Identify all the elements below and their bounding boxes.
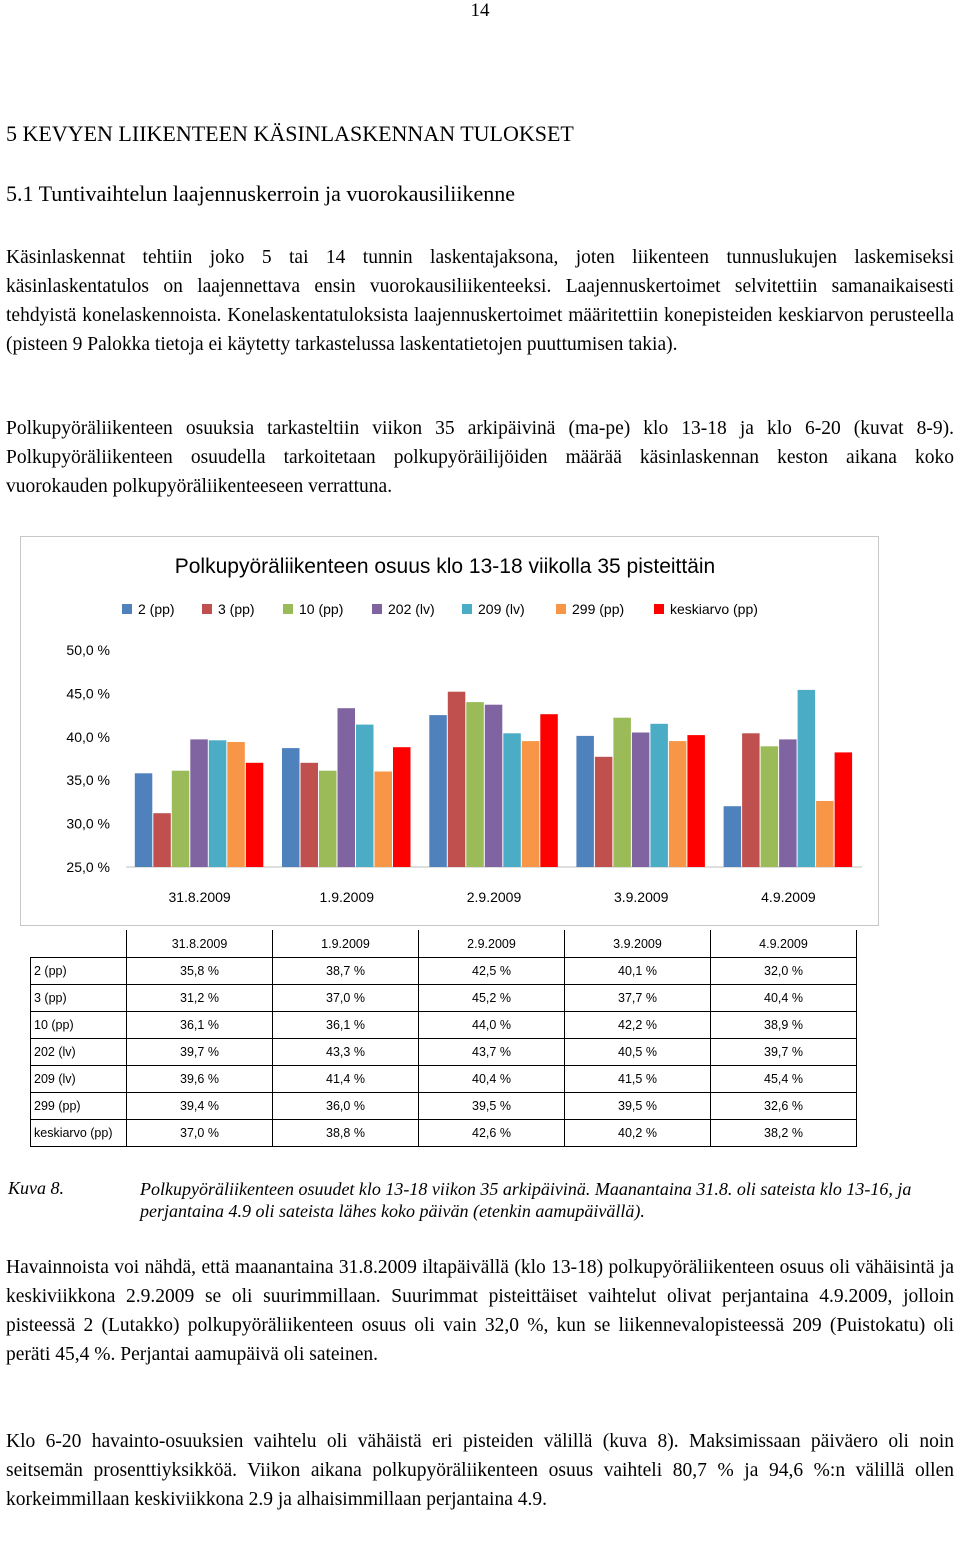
table-cell: 42,5 %: [419, 958, 565, 985]
paragraph-daily-variation: Klo 6-20 havainto-osuuksien vaihtelu oli vähäistä eri pisteiden välillä (kuva 8). Maksimissaan päiväero oli noin seitsemän prosenttiyksikköä. Viikon aikana polkupyöräliikenteen osuus vaihteli 80,7 % ja 94,6 %:n välillä ollen korkeimmillaan keskiviikkona 2.9 ja alhaisimmillaan perjantaina 4.9.: [6, 1431, 954, 1510]
table-cell: 44,0 %: [419, 1012, 565, 1039]
bar: [595, 757, 613, 867]
bar: [632, 733, 650, 868]
legend-swatch: [372, 604, 382, 614]
table-cell: 32,0 %: [711, 958, 857, 985]
bar: [613, 718, 631, 867]
bar-chart: [0, 520, 960, 920]
legend-label: 209 (lv): [478, 601, 525, 617]
paragraph-observations: Havainnoista voi nähdä, että maanantaina 31.8.2009 iltapäivällä (klo 13-18) polkupyöräliikenteen osuus oli vähäisintä ja keskiviikkona 2.9.2009 se oli suurimmillaan. Suurimmat pisteittäiset vaihtelut olivat perjantaina 4.9.2009, jolloin pisteessä 2 (Lutakko) polkupyöräliikenteen osuus oli vain 32,0 %, kun se liikennevalopisteessä 209 (Puistokatu) oli peräti 45,4 %. Perjantai aamupäivä oli sateinen.: [6, 1257, 954, 1365]
table-row: [31, 985, 857, 1012]
paragraph-bicycle-share: Polkupyöräliikenteen osuuksia tarkasteltiin viikon 35 arkipäivinä (ma-pe) klo 13-18 ja klo 6-20 (kuvat 8-9). Polkupyöräliikenteen osuudella tarkoitetaan polkupyöräilijöiden määrää käsinlaskennan keston aikana koko vuorokauden polkupyöräliikenteeseen verrattuna.: [6, 418, 954, 497]
table-row: [31, 958, 857, 985]
bar: [209, 740, 227, 867]
bar: [761, 746, 779, 867]
table-cell: 40,4 %: [711, 985, 857, 1012]
bar: [356, 725, 374, 867]
table-cell: 40,2 %: [565, 1120, 711, 1147]
bar: [724, 806, 742, 867]
figure-caption-text: Polkupyöräliikenteen osuudet klo 13-18 viikon 35 arkipäivinä. Maanantaina 31.8. oli sateista klo 13-16, ja perjantaina 4.9 oli sateista lähes koko päivän (etenkin aamupäivällä).: [140, 1179, 912, 1221]
legend-swatch: [654, 604, 664, 614]
table-cell: 40,1 %: [565, 958, 711, 985]
bar: [816, 801, 834, 867]
bar: [319, 771, 337, 867]
x-category-label: 1.9.2009: [319, 889, 375, 905]
x-category-label: 3.9.2009: [613, 889, 669, 905]
y-tick-label: 25,0 %: [66, 859, 110, 875]
legend-swatch: [462, 604, 472, 614]
x-category-label: 4.9.2009: [761, 889, 816, 905]
table-cell: 41,5 %: [565, 1066, 711, 1093]
table-cell: 35,8 %: [127, 958, 273, 985]
table-cell: 42,6 %: [419, 1120, 565, 1147]
bar: [172, 771, 190, 867]
y-tick-label: 30,0 %: [66, 815, 110, 832]
table-row-label: 10 (pp): [31, 1012, 127, 1039]
bar: [393, 747, 411, 867]
legend-label: keskiarvo (pp): [670, 601, 758, 617]
table-col-header: 31.8.2009: [127, 930, 273, 958]
bar: [338, 708, 356, 867]
chart-data-table: [30, 930, 857, 1147]
table-cell: 38,2 %: [711, 1120, 857, 1147]
table-row: [31, 1066, 857, 1093]
bar: [576, 736, 594, 867]
table-cell: 38,7 %: [273, 958, 419, 985]
table-header-row: [31, 930, 857, 958]
figure-caption-label: Kuva 8.: [8, 1178, 64, 1198]
table-col-header: 1.9.2009: [273, 930, 419, 958]
bar: [798, 690, 816, 867]
legend-label: 299 (pp): [572, 601, 625, 617]
y-tick-label: 40,0 %: [66, 728, 110, 745]
chart-title: Polkupyöräliikenteen osuus klo 13-18 viikolla 35 pisteittäin: [174, 555, 716, 578]
bar: [540, 714, 558, 867]
paragraph-expansion-factor: Käsinlaskennat tehtiin joko 5 tai 14 tunnin laskentajaksona, joten liikenteen tunnuslukujen laskemiseksi käsinlaskentatulos on laajennettava ensin vuorokausiliikenteeksi. Laajennuskertoimet selvitettiin samanaikaisesti tehdyistä konelaskennoista. Konelaskentatuloksista laajennuskertoimet määritettiin konepisteiden keskiarvon perusteella (pisteen 9 Palokka tietoja ei käytetty tarkastelussa laskentatietojen puuttumisen takia).: [6, 247, 954, 355]
bar: [246, 763, 263, 867]
legend-swatch: [202, 604, 212, 614]
chapter-heading: 5 KEVYEN LIIKENTEEN KÄSINLASKENNAN TULOKSET: [6, 121, 574, 146]
table-row: [31, 1093, 857, 1120]
bar: [282, 748, 300, 867]
table-row-label: 3 (pp): [31, 985, 127, 1012]
table-cell: 40,5 %: [565, 1039, 711, 1066]
legend-label: 2 (pp): [138, 601, 175, 617]
bar: [448, 692, 466, 867]
table-cell: 36,1 %: [273, 1012, 419, 1039]
table-cell: 39,7 %: [127, 1039, 273, 1066]
bar: [779, 739, 797, 867]
table-cell: 37,0 %: [273, 985, 419, 1012]
table-cell: 37,0 %: [127, 1120, 273, 1147]
bar: [227, 742, 245, 867]
section-heading: 5.1 Tuntivaihtelun laajennuskerroin ja vuorokausiliikenne: [6, 181, 515, 206]
legend-label: 10 (pp): [299, 601, 344, 617]
table-cell: 36,0 %: [273, 1093, 419, 1120]
bar: [522, 741, 540, 867]
bar: [687, 735, 705, 867]
table-col-header: 2.9.2009: [419, 930, 565, 958]
table-cell: 38,8 %: [273, 1120, 419, 1147]
table-col-header: 4.9.2009: [711, 930, 857, 958]
table-cell: 39,5 %: [565, 1093, 711, 1120]
table-cell: 31,2 %: [127, 985, 273, 1012]
table-cell: 43,3 %: [273, 1039, 419, 1066]
table-row-label: 2 (pp): [31, 958, 127, 985]
x-category-label: 31.8.2009: [168, 889, 231, 905]
bar: [669, 741, 687, 867]
bar: [742, 733, 760, 867]
table-cell: 45,2 %: [419, 985, 565, 1012]
table-cell: 39,6 %: [127, 1066, 273, 1093]
table-row: [31, 1039, 857, 1066]
legend-swatch: [122, 604, 132, 614]
bar: [301, 763, 319, 867]
table-row: [31, 1120, 857, 1147]
legend-swatch: [283, 604, 293, 614]
table-row-label: 209 (lv): [31, 1066, 127, 1093]
table-cell: 38,9 %: [711, 1012, 857, 1039]
bar: [429, 715, 447, 867]
table-row-label: 299 (pp): [31, 1093, 127, 1120]
table-row: [31, 1012, 857, 1039]
table-row-label: 202 (lv): [31, 1039, 127, 1066]
page-number: 14: [470, 0, 490, 21]
bar: [153, 813, 171, 867]
table-cell: 32,6 %: [711, 1093, 857, 1120]
table-corner: [31, 930, 127, 958]
bar: [835, 752, 853, 867]
table-cell: 39,7 %: [711, 1039, 857, 1066]
x-category-label: 2.9.2009: [466, 889, 522, 905]
table-row-label: keskiarvo (pp): [31, 1120, 127, 1147]
table-cell: 41,4 %: [273, 1066, 419, 1093]
bar: [466, 702, 484, 867]
table-cell: 43,7 %: [419, 1039, 565, 1066]
table-cell: 42,2 %: [565, 1012, 711, 1039]
bar: [485, 705, 503, 867]
bar: [650, 724, 668, 867]
bar: [503, 733, 521, 867]
legend-label: 202 (lv): [388, 601, 435, 617]
legend-label: 3 (pp): [218, 601, 255, 617]
table-cell: 37,7 %: [565, 985, 711, 1012]
bar: [135, 773, 153, 867]
table-cell: 36,1 %: [127, 1012, 273, 1039]
table-col-header: 3.9.2009: [565, 930, 711, 958]
table-cell: 40,4 %: [419, 1066, 565, 1093]
bar: [190, 739, 208, 867]
table-cell: 39,4 %: [127, 1093, 273, 1120]
y-tick-label: 35,0 %: [66, 772, 110, 789]
y-tick-label: 50,0 %: [66, 642, 110, 658]
table-cell: 45,4 %: [711, 1066, 857, 1093]
table-cell: 39,5 %: [419, 1093, 565, 1120]
y-tick-label: 45,0 %: [66, 685, 110, 702]
bar: [375, 772, 393, 868]
legend-swatch: [556, 604, 566, 614]
